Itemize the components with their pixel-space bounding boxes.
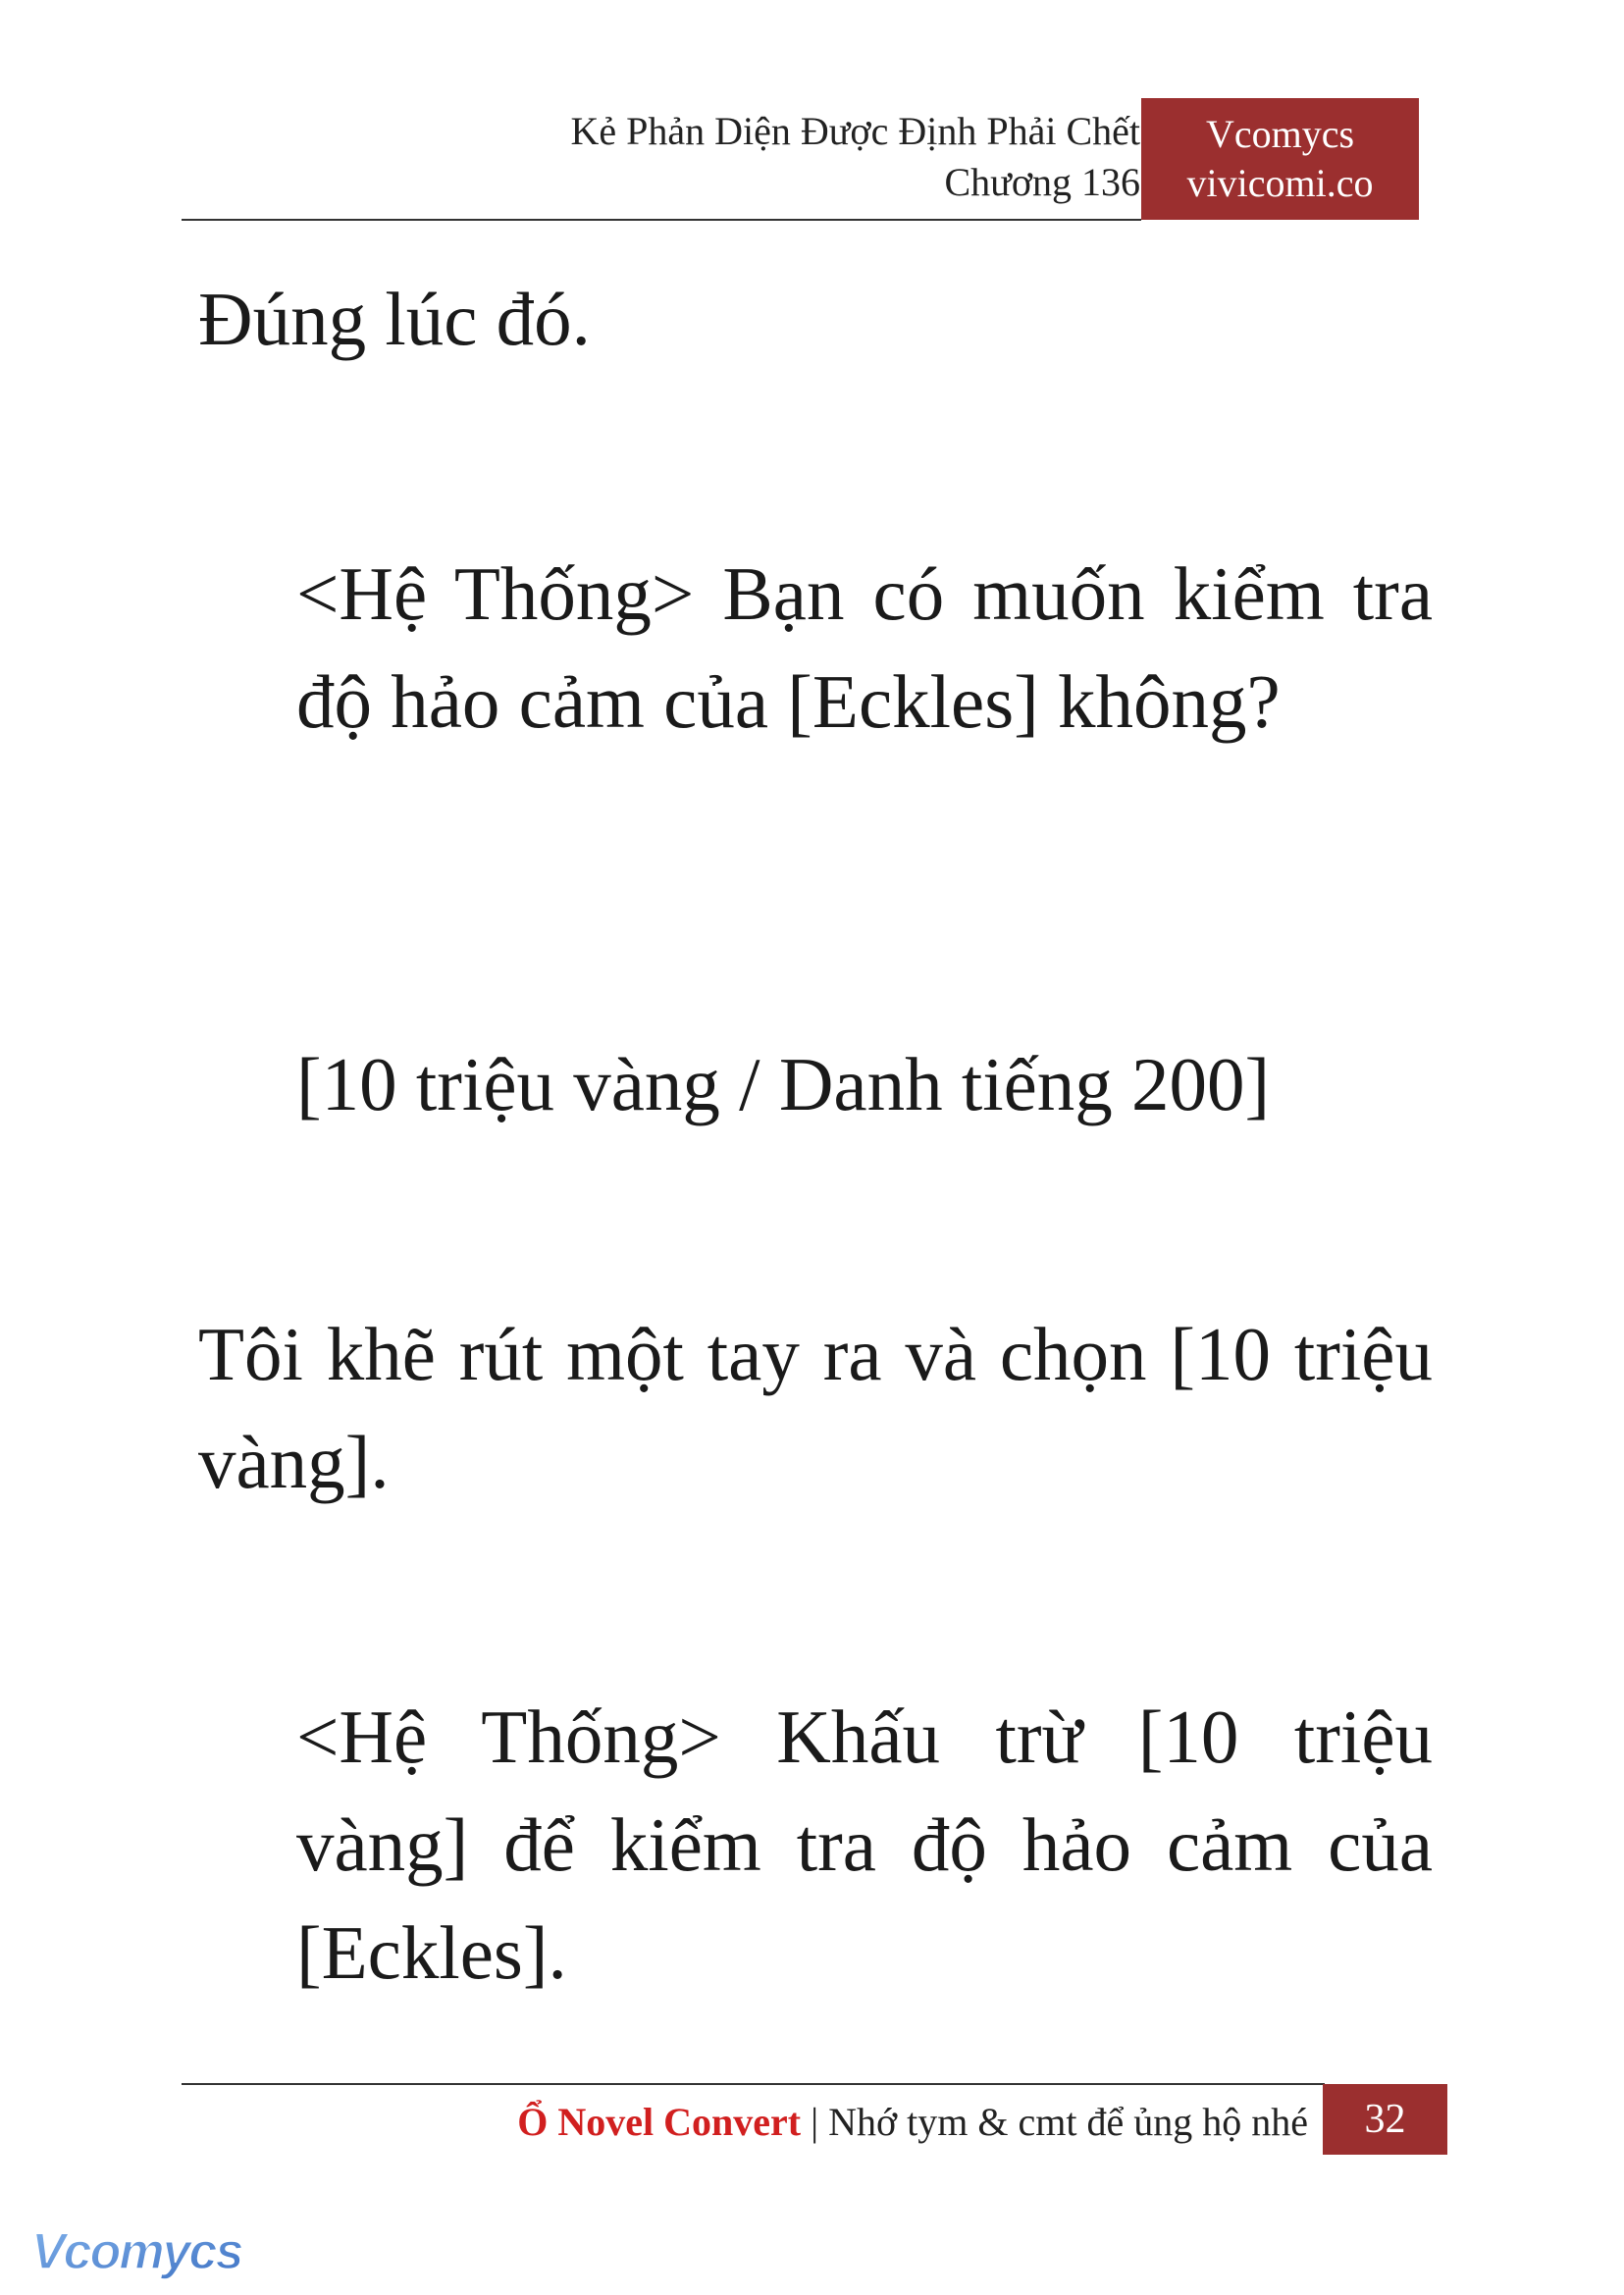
paragraph-3: [10 triệu vàng / Danh tiếng 200] [296,1042,1271,1126]
paragraph-5: <Hệ Thống> Khấu trừ [10 triệu vàng] để kiểm tra độ hảo cảm của [Eckles]. [296,1695,1433,1995]
badge-site-url: vivicomi.co [1186,161,1374,205]
paragraph-4: Tôi khẽ rút một tay ra và chọn [10 triệu vàng]. [198,1312,1433,1504]
watermark-logo-text: Vcomycs [31,2223,242,2280]
chapter-label: Chương 136 [944,160,1140,204]
header-badge [1141,98,1419,220]
footer-separator: | [811,2100,819,2144]
footer-brand: Ổ Novel Convert [517,2100,802,2144]
novel-title: Kẻ Phản Diện Được Định Phải Chết [570,109,1140,153]
page-number: 32 [1323,2084,1447,2155]
footer-divider [182,2083,1325,2085]
footer-message: Nhớ tym & cmt để ủng hộ nhé [828,2100,1308,2144]
paragraph-2: <Hệ Thống> Bạn có muốn kiểm tra độ hảo cảm của [Eckles] không? [296,551,1433,744]
paragraph-1: Đúng lúc đó. [198,277,591,361]
footer-text [517,2095,1308,2150]
header-divider [182,219,1141,221]
badge-site-name: Vcomycs [1205,112,1355,156]
watermark-logo [27,2219,253,2284]
header-titles [570,106,1140,208]
